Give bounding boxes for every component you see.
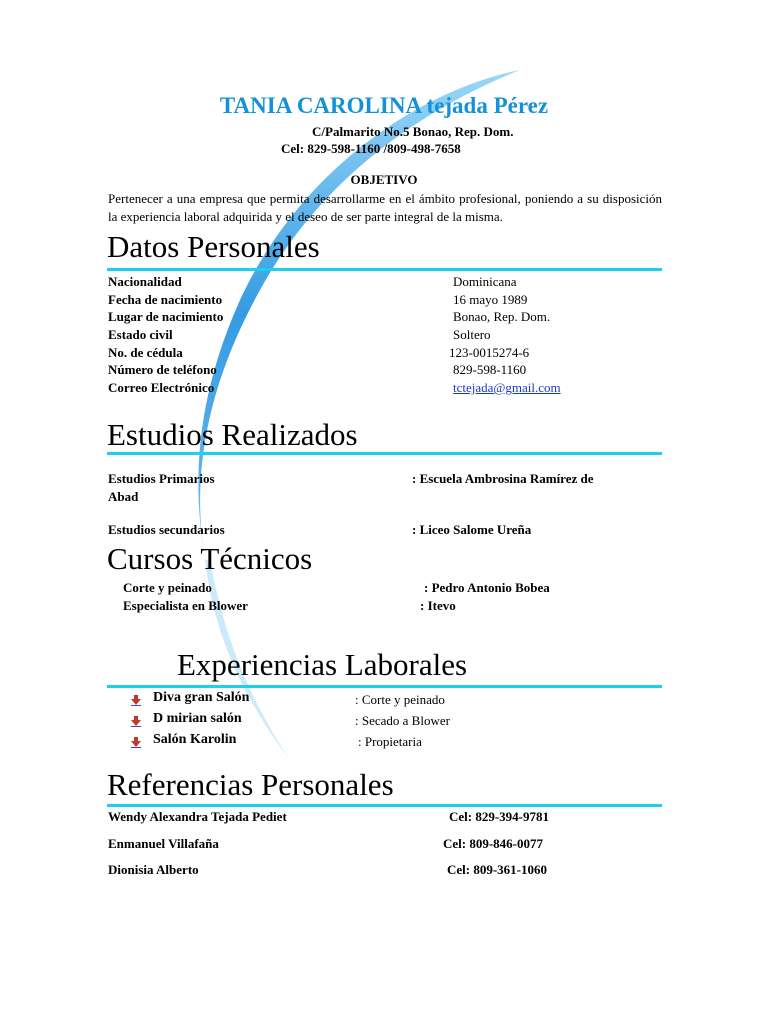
section-heading-studies: Estudios Realizados — [107, 417, 358, 452]
studies-value-cont: Abad — [108, 489, 139, 504]
reference-phone: Cel: 829-394-9781 — [449, 809, 550, 824]
reference-phone: Cel: 809-846-0077 — [443, 836, 544, 851]
arrow-bullet-icon — [130, 715, 142, 727]
section-heading-courses: Cursos Técnicos — [107, 541, 313, 576]
personal-label: Estado civil — [108, 327, 173, 342]
section-rule — [107, 268, 662, 271]
objective-text: Pertenecer a una empresa que permita desarrollarme en el ámbito profesional, poniendo a su disposición la experiencia laboral adquirida y el deseo de ser parte integral de la misma. — [108, 191, 662, 224]
personal-label: No. de cédula — [108, 345, 183, 360]
job-role: : Propietaria — [358, 734, 422, 749]
personal-value: Soltero — [453, 327, 491, 342]
personal-value: 123-0015274-6 — [449, 345, 530, 360]
section-rule — [107, 685, 662, 688]
personal-value: 16 mayo 1989 — [453, 292, 528, 307]
section-rule — [107, 452, 662, 455]
course-label: Especialista en Blower — [123, 598, 248, 613]
course-label: Corte y peinado — [123, 580, 212, 595]
section-heading-experience: Experiencias Laborales — [177, 647, 468, 682]
arrow-bullet-icon — [130, 736, 142, 748]
reference-name: Dionisia Alberto — [108, 862, 199, 877]
objective-title: OBJETIVO — [350, 172, 418, 187]
personal-value: Bonao, Rep. Dom. — [453, 309, 551, 324]
reference-phone: Cel: 809-361-1060 — [447, 862, 548, 877]
studies-value: : Liceo Salome Ureña — [412, 522, 532, 537]
studies-label: Estudios Primarios — [108, 471, 215, 486]
personal-label: Número de teléfono — [108, 362, 217, 377]
job-title: Diva gran Salón — [153, 690, 250, 705]
personal-label: Fecha de nacimiento — [108, 292, 223, 307]
personal-label: Nacionalidad — [108, 274, 182, 289]
section-heading-references: Referencias Personales — [107, 767, 394, 802]
course-value: : Itevo — [420, 598, 456, 613]
personal-label: Lugar de nacimiento — [108, 309, 224, 324]
candidate-name: TANIA CAROLINA tejada Pérez — [219, 93, 549, 118]
section-rule — [107, 804, 662, 807]
section-heading-personal: Datos Personales — [107, 229, 320, 264]
arrow-bullet-icon — [130, 694, 142, 706]
personal-label: Correo Electrónico — [108, 380, 215, 395]
studies-value: : Escuela Ambrosina Ramírez de — [412, 471, 594, 486]
course-value: : Pedro Antonio Bobea — [424, 580, 550, 595]
reference-name: Enmanuel Villafaña — [108, 836, 219, 851]
job-role: : Secado a Blower — [355, 713, 450, 728]
personal-value: Dominicana — [453, 274, 517, 289]
job-role: : Corte y peinado — [355, 692, 445, 707]
address: C/Palmarito No.5 Bonao, Rep. Dom. — [312, 124, 514, 139]
job-title: Salón Karolin — [153, 732, 237, 747]
email-link[interactable]: tctejada@gmail.com — [453, 380, 561, 395]
job-title: D mirian salón — [153, 711, 242, 726]
studies-label: Estudios secundarios — [108, 522, 225, 537]
personal-value: 829-598-1160 — [453, 362, 527, 377]
reference-name: Wendy Alexandra Tejada Pediet — [108, 809, 287, 824]
phones: Cel: 829-598-1160 /809-498-7658 — [281, 141, 461, 156]
